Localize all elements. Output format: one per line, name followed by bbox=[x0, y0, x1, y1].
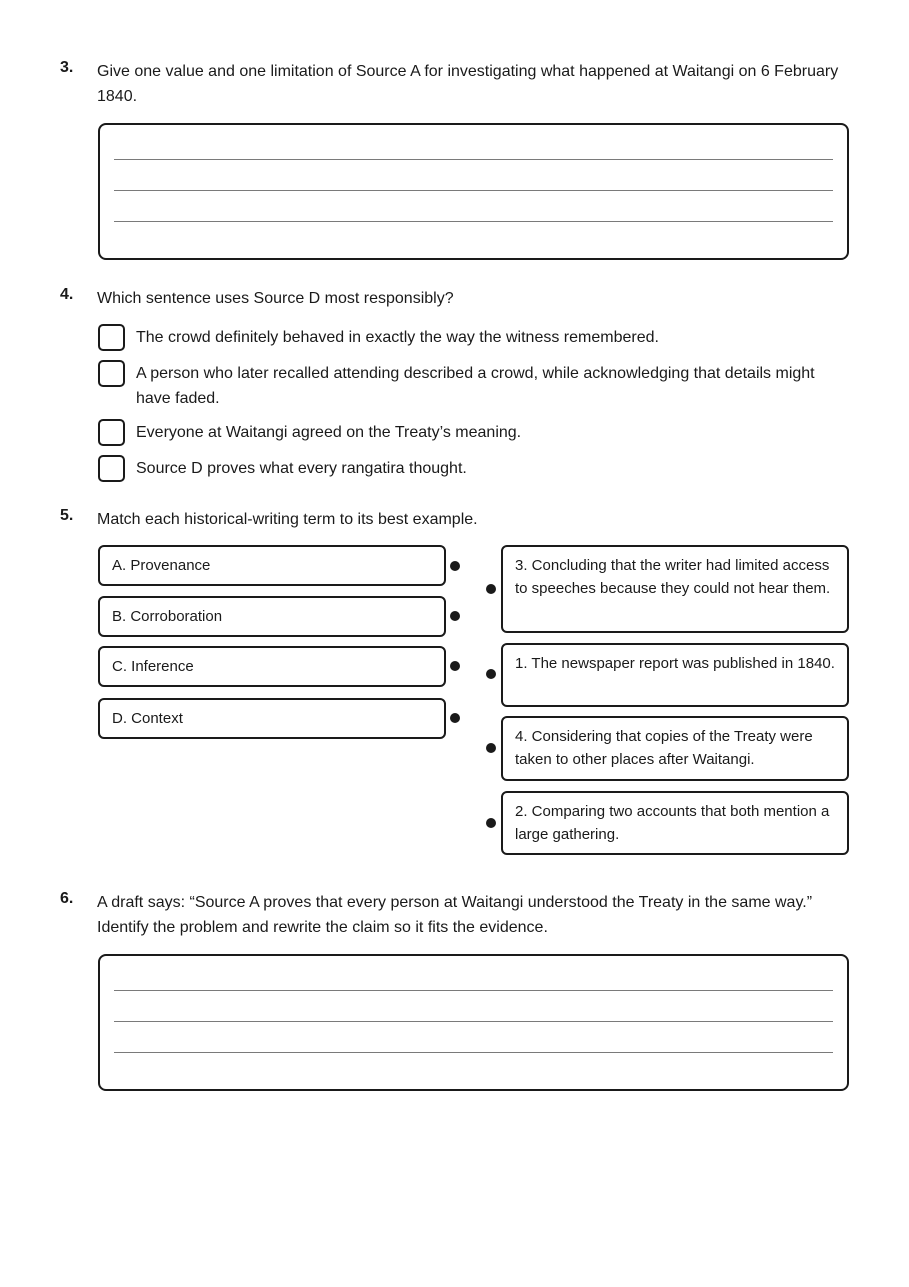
answer-line bbox=[114, 1052, 833, 1053]
question-number: 5. bbox=[60, 507, 74, 524]
example-1[interactable]: 1. The newspaper report was published in 1840. bbox=[501, 643, 849, 707]
option-1[interactable] bbox=[98, 324, 858, 350]
match-dot-term-d[interactable] bbox=[450, 713, 460, 723]
match-dot-term-b[interactable] bbox=[450, 611, 460, 621]
match-dot-example-1[interactable] bbox=[486, 669, 496, 679]
option-label: The crowd definitely behaved in exactly the way the witness remembered. bbox=[136, 329, 659, 346]
answer-box-q6[interactable] bbox=[98, 954, 849, 1091]
option-label: A person who later recalled attending described a crowd, while acknowledging that details might have faded. bbox=[136, 365, 815, 407]
question-3 bbox=[60, 59, 850, 109]
checkbox[interactable] bbox=[98, 419, 125, 446]
question-number: 4. bbox=[60, 286, 74, 303]
question-number: 3. bbox=[60, 59, 74, 76]
match-dot-example-2[interactable] bbox=[486, 818, 496, 828]
checkbox[interactable] bbox=[98, 360, 125, 387]
checkbox[interactable] bbox=[98, 324, 125, 351]
option-2[interactable] bbox=[98, 360, 843, 411]
match-dot-example-4[interactable] bbox=[486, 743, 496, 753]
option-label: Everyone at Waitangi agreed on the Treaty’s meaning. bbox=[136, 424, 522, 441]
option-3[interactable] bbox=[98, 419, 858, 445]
example-3[interactable]: 3. Concluding that the writer had limited access to speeches because they could not hear them. bbox=[501, 545, 849, 633]
match-dot-term-c[interactable] bbox=[450, 661, 460, 671]
question-5 bbox=[60, 507, 850, 532]
question-4 bbox=[60, 286, 850, 311]
answer-line bbox=[114, 221, 833, 222]
term-context[interactable]: D. Context bbox=[98, 698, 446, 739]
checkbox[interactable] bbox=[98, 455, 125, 482]
answer-line bbox=[114, 159, 833, 160]
term-inference[interactable]: C. Inference bbox=[98, 646, 446, 687]
answer-box-q3[interactable] bbox=[98, 123, 849, 260]
answer-line bbox=[114, 190, 833, 191]
question-text: A draft says: “Source A proves that every person at Waitangi understood the Treaty in the same way.” Identify the problem and rewrite the claim so it fits the evidence. bbox=[97, 894, 813, 936]
option-label: Source D proves what every rangatira thought. bbox=[136, 460, 467, 477]
question-number: 6. bbox=[60, 890, 74, 907]
example-4[interactable]: 4. Considering that copies of the Treaty were taken to other places after Waitangi. bbox=[501, 716, 849, 781]
answer-line bbox=[114, 1021, 833, 1022]
match-dot-term-a[interactable] bbox=[450, 561, 460, 571]
question-text: Match each historical-writing term to its best example. bbox=[97, 511, 478, 528]
question-text: Which sentence uses Source D most responsibly? bbox=[97, 290, 454, 307]
term-provenance[interactable]: A. Provenance bbox=[98, 545, 446, 586]
match-dot-example-3[interactable] bbox=[486, 584, 496, 594]
option-4[interactable] bbox=[98, 455, 858, 481]
question-text: Give one value and one limitation of Source A for investigating what happened at Waitangi on 6 February 1840. bbox=[97, 63, 839, 105]
example-2[interactable]: 2. Comparing two accounts that both mention a large gathering. bbox=[501, 791, 849, 855]
answer-line bbox=[114, 990, 833, 991]
question-6 bbox=[60, 890, 850, 940]
term-corroboration[interactable]: B. Corroboration bbox=[98, 596, 446, 637]
